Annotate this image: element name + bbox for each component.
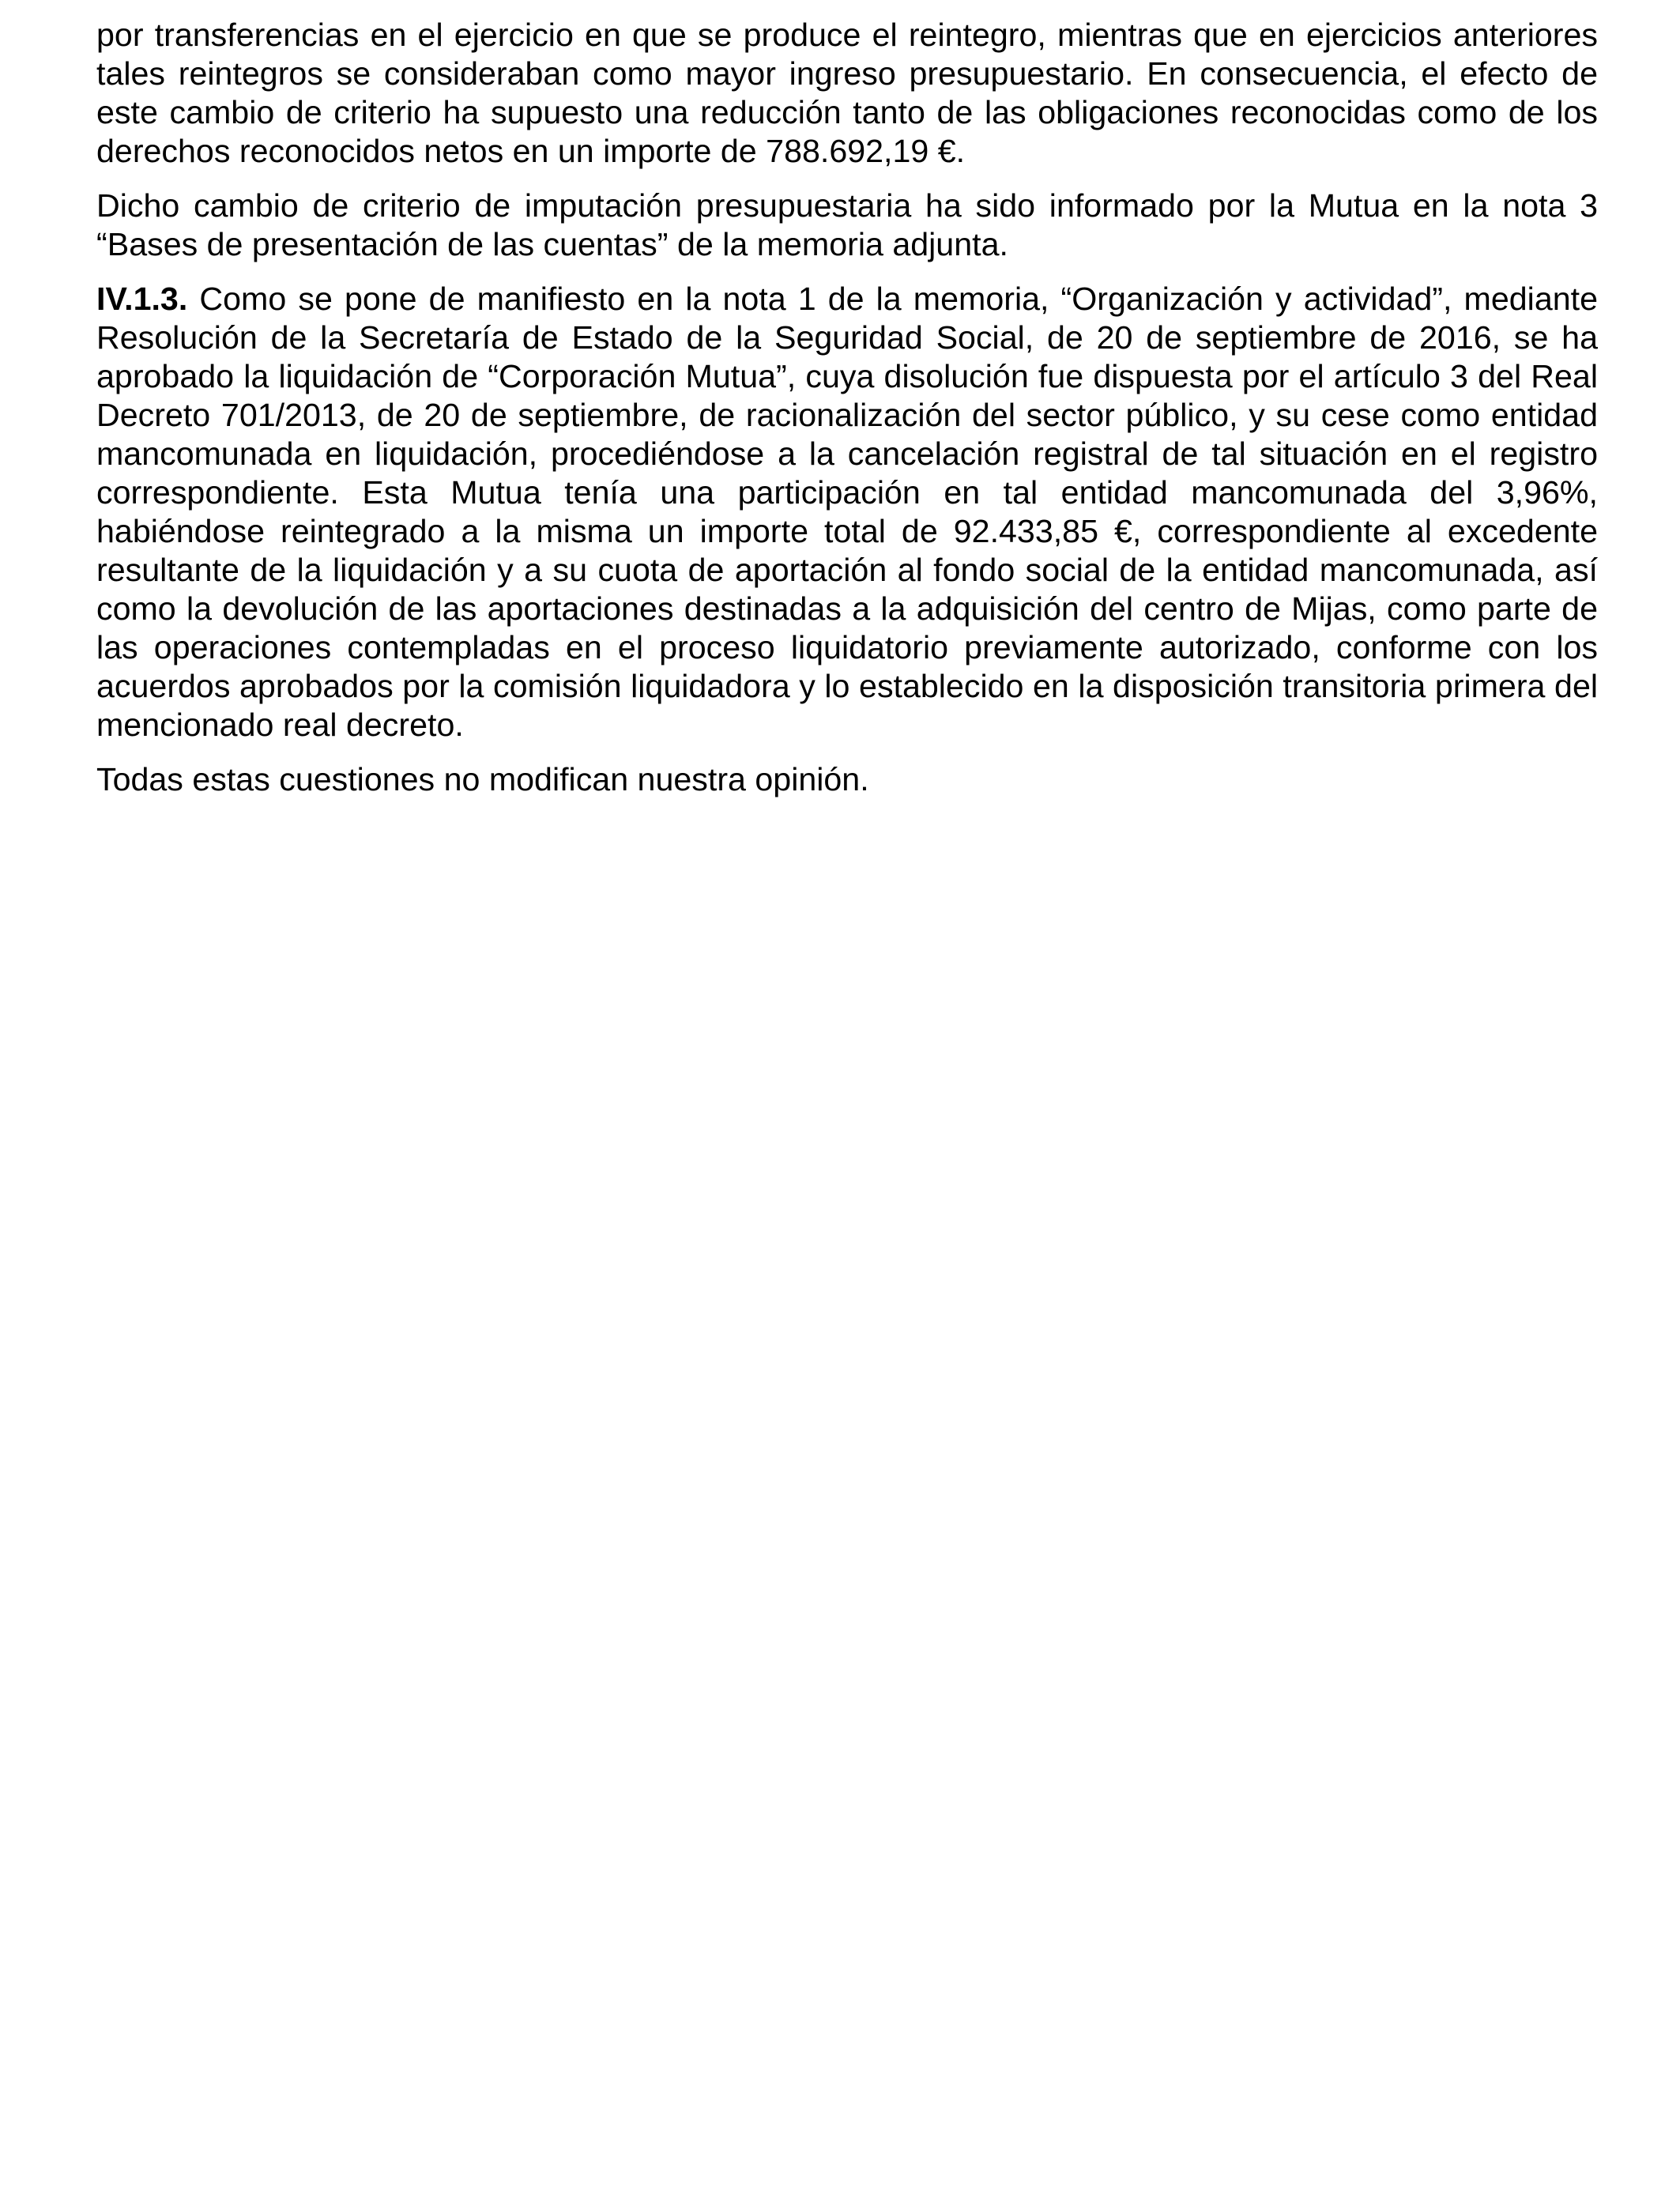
paragraph-iv-1-3 bbox=[96, 280, 1598, 745]
paragraph-text: Como se pone de manifiesto en la nota 1 de la memoria, “Organización y actividad”, mediante Resolución de la Secretaría de Estado de la Seguridad Social, de 20 de septiembre de 2016, se ha aprobado la liquidación de “Corporación Mutua”, cuya disolución fue dispuesta por el artículo 3 del Real Decreto 701/2013, de 20 de septiembre, de racionalización del sector público, y su cese como entidad mancomunada en liquidación, procediéndose a la cancelación registral de tal situación en el registro correspondiente. Esta Mutua tenía una participación en tal entidad mancomunada del 3,96%, habiéndose reintegrado a la misma un importe total de 92.433,85 €, correspondiente al excedente resultante de la liquidación y a su cuota de aportación al fondo social de la entidad mancomunada, así como la devolución de las aportaciones destinadas a la adquisición del centro de Mijas, como parte de las operaciones contempladas en el proceso liquidatorio previamente autorizado, conforme con los acuerdos aprobados por la comisión liquidadora y lo establecido en la disposición transitoria primera del mencionado real decreto. bbox=[96, 281, 1598, 743]
paragraph-conclusion bbox=[96, 760, 1598, 799]
document-page bbox=[96, 16, 1598, 815]
paragraph-budget-effect bbox=[96, 16, 1598, 171]
paragraph-text: Dicho cambio de criterio de imputación presupuestaria ha sido informado por la Mutua en la nota 3 “Bases de presentación de las cuentas” de la memoria adjunta. bbox=[96, 187, 1598, 262]
section-number: IV.1.3. bbox=[96, 281, 188, 317]
paragraph-criterion-change bbox=[96, 187, 1598, 264]
paragraph-text: por transferencias en el ejercicio en que se produce el reintegro, mientras que en ejercicios anteriores tales reintegros se consideraban como mayor ingreso presupuestario. En consecuencia, el efecto de este cambio de criterio ha supuesto una reducción tanto de las obligaciones reconocidas como de los derechos reconocidos netos en un importe de 788.692,19 €. bbox=[96, 17, 1598, 169]
paragraph-text: Todas estas cuestiones no modifican nuestra opinión. bbox=[96, 761, 869, 797]
